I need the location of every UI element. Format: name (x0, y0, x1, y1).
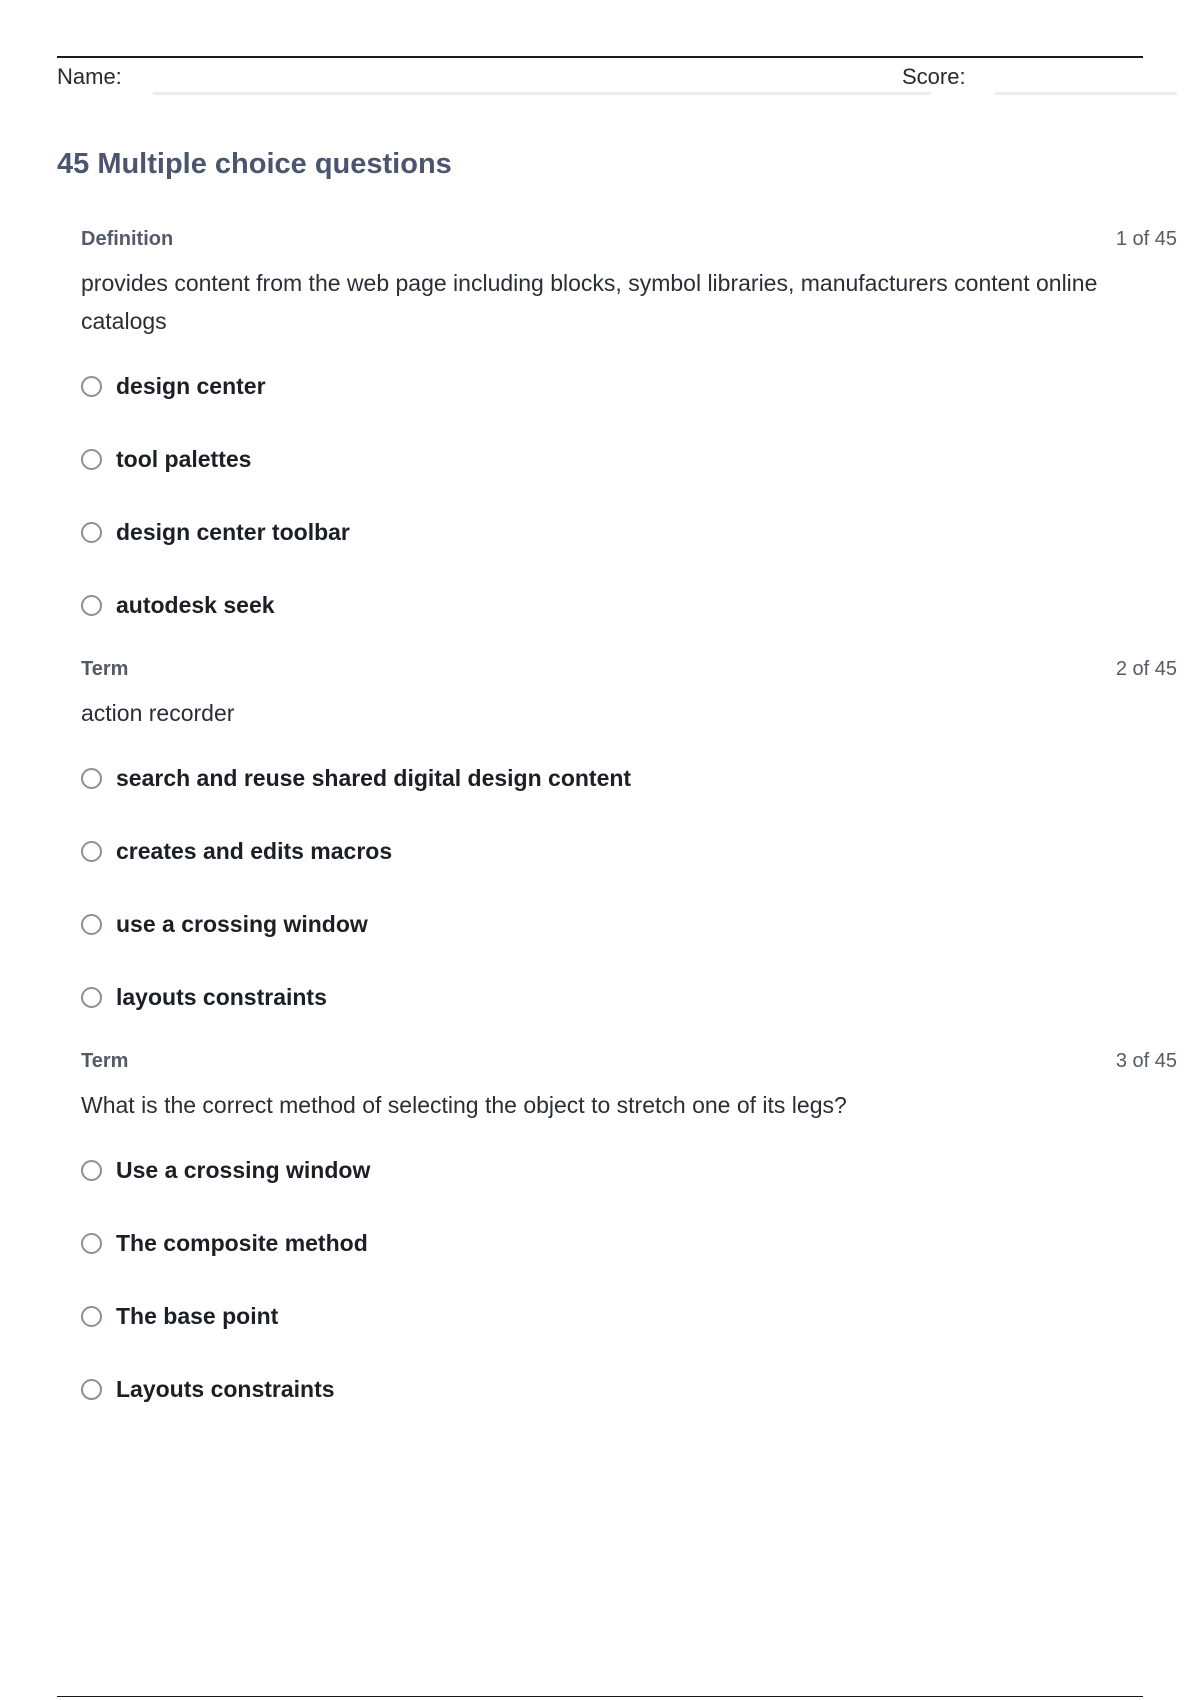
answer-option[interactable] (81, 423, 1177, 496)
question-prompt: What is the correct method of selecting the object to stretch one of its legs? (81, 1092, 847, 1118)
answer-label: creates and edits macros (116, 838, 393, 864)
answer-option[interactable] (81, 1280, 1177, 1353)
question-card (81, 1050, 1177, 1426)
radio-button[interactable] (81, 987, 102, 1008)
answer-option[interactable] (81, 961, 1177, 1034)
answer-options (81, 742, 1177, 1034)
question-header (81, 658, 1177, 686)
question-prompt: action recorder (81, 700, 235, 726)
question-type: Term (81, 1050, 129, 1072)
radio-button[interactable] (81, 1306, 102, 1327)
radio-button[interactable] (81, 449, 102, 470)
score-label: Score: (902, 64, 966, 89)
header-row (57, 62, 1177, 98)
top-rule (57, 56, 1143, 58)
answer-options (81, 1134, 1177, 1426)
answer-label: design center (116, 373, 266, 399)
question-counter: 1 of 45 (1115, 228, 1177, 250)
question-prompt: provides content from the web page including blocks, symbol libraries, manufacturers content online catalogs (81, 270, 1098, 334)
answer-label: search and reuse shared digital design content (116, 765, 632, 791)
section-title: 45 Multiple choice questions (57, 148, 452, 180)
radio-button[interactable] (81, 914, 102, 935)
question-counter: 2 of 45 (1115, 658, 1177, 680)
answer-label: tool palettes (116, 446, 252, 472)
answer-option[interactable] (81, 1207, 1177, 1280)
radio-button[interactable] (81, 1379, 102, 1400)
radio-button[interactable] (81, 595, 102, 616)
answer-label: autodesk seek (116, 592, 275, 618)
radio-button[interactable] (81, 1160, 102, 1181)
answer-label: The composite method (116, 1230, 368, 1256)
answer-label: layouts constraints (116, 984, 327, 1010)
answer-option[interactable] (81, 888, 1177, 961)
answer-label: The base point (116, 1303, 279, 1329)
question-header (81, 1050, 1177, 1078)
radio-button[interactable] (81, 376, 102, 397)
answer-label: design center toolbar (116, 519, 350, 545)
question-card (81, 658, 1177, 1034)
answer-label: Layouts constraints (116, 1376, 335, 1402)
answer-option[interactable] (81, 1134, 1177, 1207)
radio-button[interactable] (81, 768, 102, 789)
radio-button[interactable] (81, 1233, 102, 1254)
name-label: Name: (57, 64, 122, 89)
question-card (81, 228, 1177, 642)
question-type: Term (81, 658, 129, 680)
name-field-line[interactable] (153, 92, 931, 95)
answer-options (81, 350, 1177, 642)
question-type: Definition (81, 228, 174, 250)
answer-option[interactable] (81, 496, 1177, 569)
bottom-rule (57, 1696, 1143, 1697)
answer-option[interactable] (81, 350, 1177, 423)
answer-label: use a crossing window (116, 911, 368, 937)
score-field-line[interactable] (995, 92, 1177, 95)
radio-button[interactable] (81, 522, 102, 543)
question-header (81, 228, 1177, 256)
answer-option[interactable] (81, 742, 1177, 815)
answer-option[interactable] (81, 1353, 1177, 1426)
answer-option[interactable] (81, 815, 1177, 888)
question-counter: 3 of 45 (1115, 1050, 1177, 1072)
radio-button[interactable] (81, 841, 102, 862)
answer-option[interactable] (81, 569, 1177, 642)
answer-label: Use a crossing window (116, 1157, 371, 1183)
